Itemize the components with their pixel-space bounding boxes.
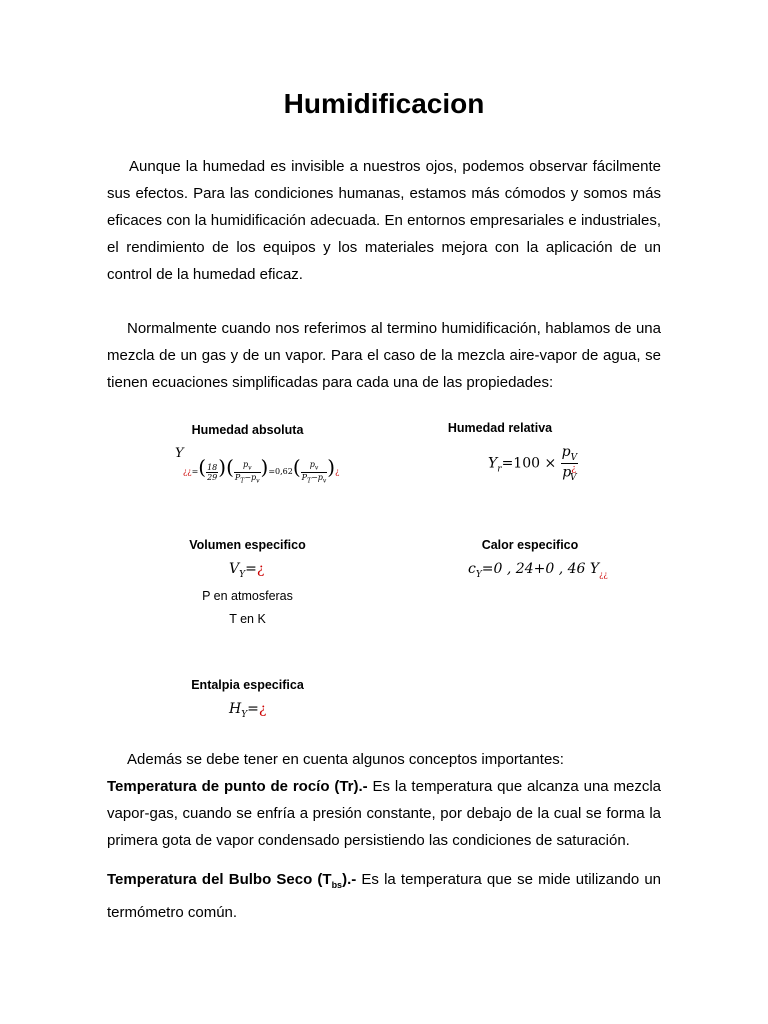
- eq-lhs: c: [468, 561, 476, 577]
- term-dry-bulb-sub: bs: [331, 880, 343, 890]
- frac-den-b: p: [317, 472, 323, 482]
- frac-den: 29: [207, 472, 218, 482]
- eq-lhs: V: [229, 561, 240, 577]
- entalpia-especifica-label: Entalpia especifica: [191, 678, 304, 692]
- broken-symbol: ¿: [256, 561, 265, 577]
- frac-sub: V: [570, 473, 577, 484]
- frac-num: p: [242, 459, 249, 469]
- calor-especifico-equation: [468, 561, 608, 580]
- term-dew-point: [107, 773, 661, 854]
- equals-sign: =: [191, 467, 199, 476]
- eq-lhs: Y: [175, 446, 184, 461]
- frac-den-a: P: [301, 472, 308, 482]
- frac-num: 18: [207, 462, 218, 472]
- humedad-relativa-label: Humedad relativa: [447, 421, 553, 435]
- equals-sign: =: [245, 561, 257, 577]
- term-dew-point-text: Es la temperatura que alcanza una mezcla vapor-gas, cuando se enfría a presión constante, por debajo de la cual se forma la primera gota de vapor condensado persistiendo las condiciones de saturación.: [107, 778, 661, 849]
- concepts-intro: Además se debe tener en cuenta algunos conceptos importantes:: [127, 751, 564, 768]
- eq-sub: Y: [241, 709, 248, 720]
- entalpia-especifica-equation: [229, 701, 266, 720]
- volumen-especifico-equation: [229, 561, 264, 580]
- eq-sub: r: [497, 464, 502, 475]
- calor-especifico-label: Calor especifico: [481, 538, 579, 552]
- frac-den-a: P: [234, 472, 241, 482]
- eq-lhs: H: [229, 701, 242, 717]
- humedad-absoluta-label: Humedad absoluta: [191, 423, 304, 437]
- relative-fraction: [561, 444, 578, 483]
- frac-sub: T: [307, 477, 312, 485]
- term-dry-bulb-title-end: ).-: [342, 871, 357, 888]
- frac-num: p: [309, 459, 315, 469]
- eq-sub: Y: [239, 569, 246, 580]
- page-title: Humidificacion: [283, 88, 485, 119]
- intro-paragraph: Aunque la humedad es invisible a nuestros ojos, podemos observar fácilmente sus efectos. Para las condiciones humanas, estamos más cómodos y somos más eficaces con la humidificación adecuada. En entornos empresariales e industriales, el rendimiento de los equipos y los materiales mejora con la aplicación de un control de la humedad eficaz.: [107, 158, 661, 283]
- eq-sub: Y: [475, 569, 482, 580]
- frac-sub: v: [314, 464, 319, 472]
- frac-sub: v: [322, 477, 327, 485]
- fraction-18-29: [206, 463, 218, 482]
- broken-symbol: ¿: [335, 467, 340, 476]
- term-dry-bulb-text: Es la temperatura que se mide utilizando un termómetro común.: [107, 871, 662, 921]
- frac-den-b: p: [251, 472, 257, 482]
- equals-sign: =: [247, 701, 259, 717]
- fraction-pressure-1: $\frac{p_v}{P_T-p_v}$: [234, 459, 260, 485]
- broken-symbol: ¿: [571, 463, 577, 474]
- term-dry-bulb-title: Temperatura del Bulbo Seco (T: [107, 871, 332, 888]
- frac-sub: v: [248, 464, 252, 472]
- term-dew-point-title: Temperatura de punto de rocío (Tr).-: [107, 778, 368, 795]
- mid-factor: =0,62: [268, 467, 293, 476]
- definition-paragraph: Normalmente cuando nos referimos al termino humidificación, hablamos de una mezcla de un gas y de un vapor. Para el caso de la mezcla aire-vapor de agua, se tienen ecuaciones simplificadas para cada una de las propiedades:: [107, 320, 661, 391]
- humedad-absoluta-rhs: ¿¿=( $\frac{18}{29}$ )( $\frac{p_v}{P_T-p_v}$ )=0,62( $\frac{p_v}{P_T-p_v}$ )¿: [183, 455, 340, 485]
- frac-sub: V: [570, 452, 578, 463]
- frac-sub: T: [240, 477, 245, 485]
- eq-rhs: =0 , 24+0 , 46 Y: [481, 561, 600, 577]
- humedad-relativa-equation: [488, 444, 578, 483]
- volumen-especifico-label: Volumen especifico: [189, 538, 306, 552]
- broken-symbol: ¿¿: [599, 569, 608, 579]
- eq-lhs: Y: [488, 455, 498, 472]
- broken-symbol: ¿: [258, 701, 267, 717]
- note-pressure-units: P en atmosferas: [202, 589, 293, 603]
- frac-num: p: [561, 444, 571, 460]
- frac-den: p: [562, 464, 572, 481]
- note-temperature-units: T en K: [229, 612, 266, 626]
- fraction-pressure-2: $\frac{p_v}{P_T-p_v}$: [301, 459, 327, 485]
- frac-sub: v: [256, 477, 260, 485]
- term-dry-bulb: [107, 866, 661, 926]
- eq-factor: =100 ×: [501, 455, 557, 472]
- broken-symbol: ¿¿: [183, 467, 192, 476]
